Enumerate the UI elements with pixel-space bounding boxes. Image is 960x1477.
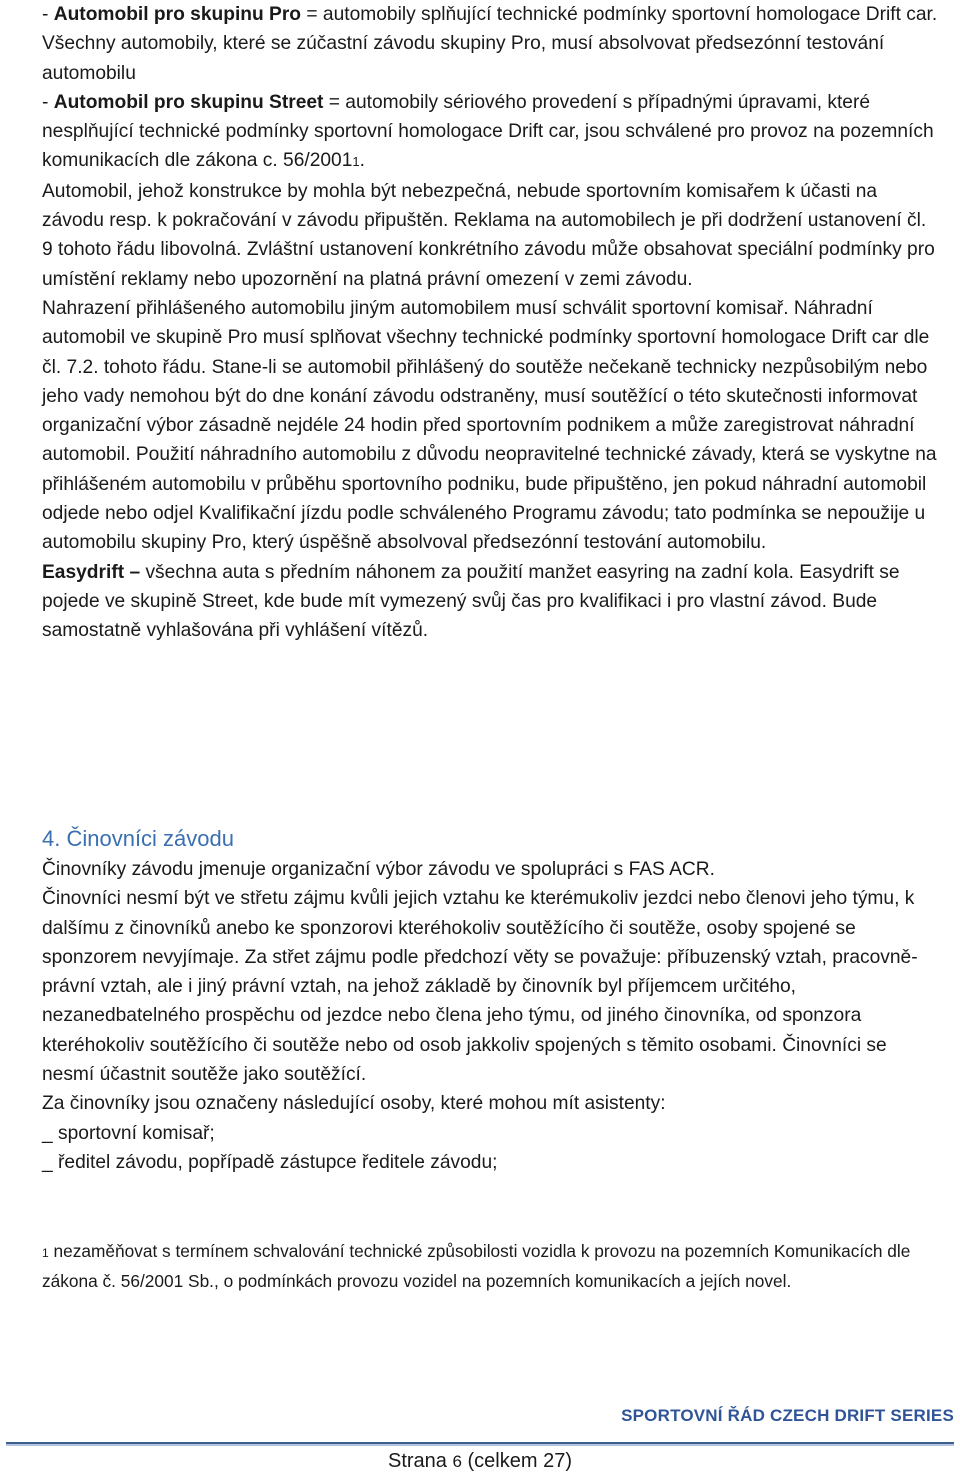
page-total: (celkem 27): [461, 1450, 572, 1472]
definition-pro-group: = automobily splňující technické podmínky sportovní homologace Drift car. Všechny automobily, které se zúčastní závodu skupiny Pro, musí absolvovat předsezónní testování automobilu: [42, 4, 938, 84]
paragraph-dangerous-car: Automobil, jehož konstrukce by mohla být nebezpečná, nebude sportovním komisařem k účasti na závodu resp. k pokračování v závodu připuštěn. Reklama na automobilech je při dodržení ustanovení čl. 9 tohoto řádu libovolná. Zvláštní ustanovení konkrétního závodu může obsahovat speciální podmínky pro umístění reklamy nebo upozornění na platná právní omezení v zemi závodu.: [42, 180, 935, 290]
paragraph-conflict-of-interest: Činovníci nesmí být ve střetu zájmu kvůli jejich vztahu ke kterémukoliv jezdci nebo členovi jeho týmu, k dalšímu z činovníků anebo ke sponzorovi kteréhokoliv soutěžícího či soutěže, osoby spojené se sponzorem nevyjímaje. Za střet zájmu podle předchozí věty se považuje: příbuzenský vztah, pracovně-právní vztah, ale i jiný právní vztah, na jehož základě by činovník byl příjemcem určitého, nezanedbatelného prospěchu od jezdce nebo člena jeho týmu, od jiného činovníka, od sponzora kteréhokoliv soutěžícího či soutěže nebo od osob jakkoliv spojených s těmito osobami. Činovníci se nesmí účastnit soutěže jako soutěžící.: [42, 888, 918, 1086]
paragraph-pro-group: [42, 0, 942, 88]
term-easydrift: Easydrift –: [42, 561, 141, 583]
footnote-text: nezaměňovat s termínem schvalování technické způsobilosti vozidla k provozu na pozemních Komunikacích dle zákona č. 56/2001 Sb., o podmínkách provozu vozidel na pozemních komunikacích a jejích novel.: [42, 1241, 911, 1291]
footnote-ref: 1: [352, 154, 360, 170]
dash: -: [42, 4, 54, 25]
list-item: _ sportovní komisař;: [42, 1122, 215, 1144]
series-title: SPORTOVNÍ ŘÁD CZECH DRIFT SERIES: [621, 1406, 954, 1425]
period: .: [359, 150, 365, 172]
term-pro-group: Automobil pro skupinu Pro: [53, 4, 302, 25]
footnote-marker: 1: [42, 1246, 49, 1260]
definition-street-group: = automobily sériového provedení s případnými úpravami, které nesplňující technické podmínky sportovní homologace Drift car, jsou schválené pro provoz na pozemních komunikacích dle zákona c. 56/2001: [42, 91, 934, 172]
term-street-group: Automobil pro skupinu Street: [53, 91, 324, 113]
footnote: [42, 1238, 952, 1295]
section-heading: 4. Činovníci závodu: [42, 826, 234, 851]
paragraph-replacement-car: Nahrazení přihlášeného automobilu jiným automobilem musí schválit sportovní komisař. Náhradní automobil ve skupině Pro musí splňovat všechny technické podmínky sportovní homologace Drift car dle čl. 7.2. tohoto řádu. Stane-li se automobil přihlášený do soutěže nečekaně technicky nezpůsobilým nebo jeho vady nemohou být do dne konání závodu odstraněny, musí soutěžící o této skutečnosti informovat organizační výbor zásadně nejdéle 24 hodin před sportovním podnikem a může zaregistrovat náhradní automobil. Použití náhradního automobilu z důvodu neopravitelné technické závady, která se vyskytne na přihlášeném automobilu v průběhu sportovního podniku, bude připuštěno, jen pokud náhradní automobil odjede nebo odjel Kvalifikační jízdu podle schváleného Programu závodu; tato podmínka se nepoužije u automobilu skupiny Pro, který úspěšně absolvoval předsezónní testování automobilu.: [42, 297, 937, 554]
list-item: _ ředitel závodu, popřípadě zástupce ředitele závodu;: [42, 1151, 498, 1173]
definition-easydrift: všechna auta s předním náhonem za použití manžet easyring na zadní kola. Easydrift se pojede ve skupině Street, kde bude mít vymezený svůj čas pro kvalifikaci i pro vlastní závod. Bude samostatně vyhlašována při vyhlášení vítězů.: [42, 561, 900, 642]
page-counter: [0, 1450, 960, 1473]
paragraph-officials-list-intro: Za činovníky jsou označeny následující osoby, které mohou mít asistenty:: [42, 1093, 666, 1115]
paragraph-appointment: Činovníky závodu jmenuje organizační výbor závodu ve spolupráci s FAS ACR.: [42, 859, 715, 880]
page-prefix: Strana: [388, 1450, 453, 1472]
dash: -: [42, 91, 54, 113]
document-body: [42, 0, 942, 646]
paragraph-easydrift: [42, 558, 942, 646]
page-number: 6: [452, 1452, 462, 1471]
section-4-body: [42, 855, 942, 1177]
footer-divider: [6, 1442, 954, 1444]
paragraph-street-group: [42, 88, 942, 177]
